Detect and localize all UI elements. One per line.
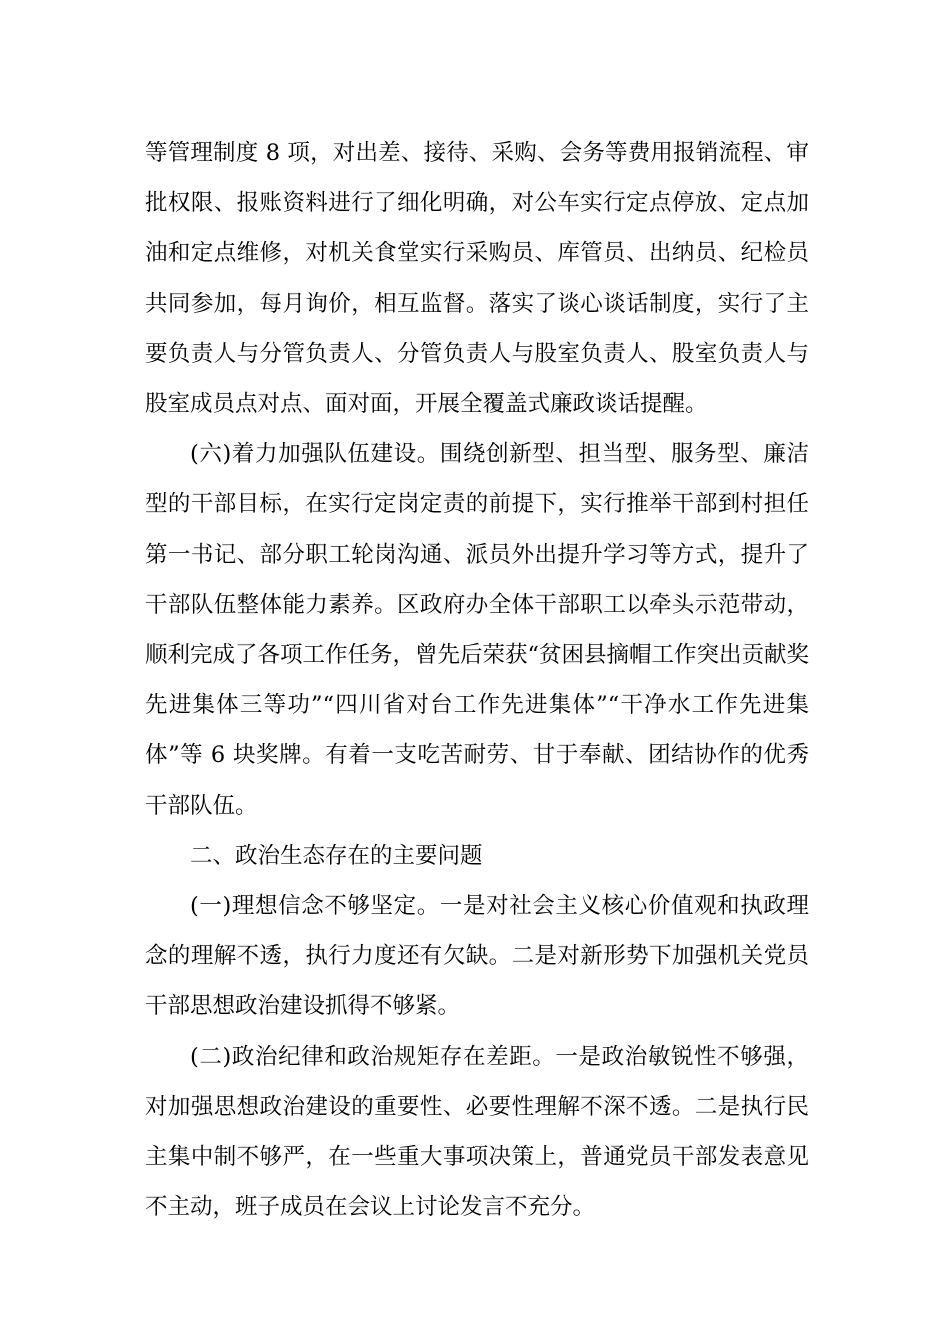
document-body bbox=[145, 128, 809, 1232]
paragraph-political-discipline: (二)政治纪律和政治规矩存在差距。一是政治敏锐性不够强，对加强思想政治建设的重要性、必要性理解不深不透。二是执行民主集中制不够严，在一些重大事项决策上，普通党员干部发表意见不主动，班子成员在会议上讨论发言不充分。 bbox=[145, 1043, 809, 1221]
section-heading-main-problems: 二、政治生态存在的主要问题 bbox=[190, 842, 483, 869]
paragraph-team-building: (六)着力加强队伍建设。围绕创新型、担当型、服务型、廉洁型的干部目标，在实行定岗定责的前提下，实行推举干部到村担任第一书记、部分职工轮岗沟通、派员外出提升学习等方式，提升了干部队伍整体能力素养。区政府办全体干部职工以牵头示范带动，顺利完成了各项工作任务，曾先后荣获“贫困县摘帽工作突出贡献奖先进集体三等功”“四川省对台工作先进集体”“干净水工作先进集体”等 6 块奖牌。有着一支吃苦耐劳、甘于奉献、团结协作的优秀干部队伍。 bbox=[145, 441, 810, 819]
paragraph-ideals-beliefs: (一)理想信念不够坚定。一是对社会主义核心价值观和执政理念的理解不透，执行力度还有欠缺。二是对新形势下加强机关党员干部思想政治建设抓得不够紧。 bbox=[145, 893, 809, 1020]
paragraph-management-rules: 等管理制度 8 项，对出差、接待、采购、会务等费用报销流程、审批权限、报账资料进行了细化明确，对公车实行定点停放、定点加油和定点维修，对机关食堂实行采购员、库管员、出纳员、纪检员共同参加，每月询价，相互监督。落实了谈心谈话制度，实行了主要负责人与分管负责人、分管负责人与股室负责人、股室负责人与股室成员点对点、面对面，开展全覆盖式廉政谈话提醒。 bbox=[145, 140, 809, 418]
